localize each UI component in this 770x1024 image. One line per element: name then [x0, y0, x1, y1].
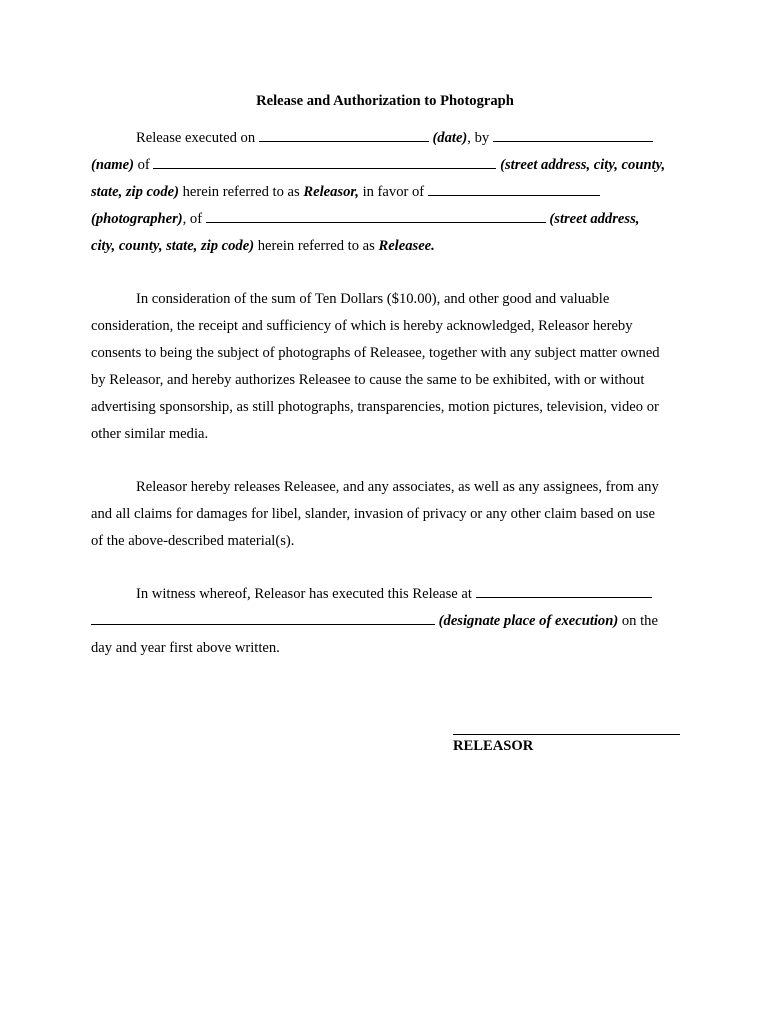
text: on the — [621, 613, 658, 629]
p2-line: by Releasor, and hereby authorizes Releasee to cause the same to be exhibited, with or without — [91, 372, 645, 388]
p1-line-4 — [91, 209, 639, 229]
p3-line: of the above-described material(s). — [91, 533, 295, 549]
p4-line-2 — [91, 611, 658, 631]
address-label: (street address, — [549, 211, 640, 227]
p1-line-5 — [91, 236, 435, 256]
date-blank[interactable] — [259, 128, 429, 142]
date-label: (date) — [432, 130, 468, 146]
signature-label: RELEASOR — [453, 738, 534, 754]
text: of — [137, 157, 150, 173]
text: in favor of — [362, 184, 425, 200]
place-blank-2[interactable] — [91, 611, 435, 625]
p2-line: advertising sponsorship, as still photographs, transparencies, motion pictures, television, video or — [91, 399, 659, 415]
p2-line: consideration, the receipt and sufficiency of which is hereby acknowledged, Releasor hereby — [91, 318, 633, 334]
document-title: Release and Authorization to Photograph — [256, 93, 514, 109]
p2-line: consents to being the subject of photographs of Releasee, together with any subject matter owned — [91, 345, 660, 361]
releasor-term: Releasor, — [303, 184, 359, 200]
photographer-label: (photographer) — [91, 211, 183, 227]
text: , of — [182, 211, 203, 227]
releasee-term: Releasee. — [378, 238, 435, 254]
releasor-address-blank[interactable] — [153, 155, 496, 169]
photographer-blank[interactable] — [428, 182, 600, 196]
address-label: state, zip code) — [91, 184, 179, 200]
address-label: city, county, state, zip code) — [91, 238, 255, 254]
name-label: (name) — [91, 157, 134, 173]
p2-line: In consideration of the sum of Ten Dollars ($10.00), and other good and valuable — [136, 291, 610, 307]
text: In witness whereof, Releasor has executed this Release at — [136, 586, 472, 602]
signature-line[interactable] — [453, 734, 680, 735]
place-blank-1[interactable] — [476, 584, 652, 598]
p3-line: Releasor hereby releases Releasee, and any associates, as well as any assignees, from any — [136, 479, 659, 495]
text: herein referred to as — [257, 238, 375, 254]
p4-line-3: day and year first above written. — [91, 640, 280, 656]
p1-line-3 — [91, 182, 600, 202]
text: , by — [467, 130, 490, 146]
address-label: (street address, city, county, — [500, 157, 666, 173]
place-label: (designate place of execution) — [438, 613, 619, 629]
p2-line: other similar media. — [91, 426, 209, 442]
p3-line: and all claims for damages for libel, slander, invasion of privacy or any other claim based on use — [91, 506, 655, 522]
releasee-address-blank[interactable] — [206, 209, 546, 223]
p1-line-2 — [91, 155, 665, 175]
p4-line-1 — [136, 584, 652, 604]
text: Release executed on — [136, 130, 256, 146]
p1-line-1 — [136, 128, 653, 148]
text: herein referred to as — [182, 184, 300, 200]
name-blank[interactable] — [493, 128, 653, 142]
